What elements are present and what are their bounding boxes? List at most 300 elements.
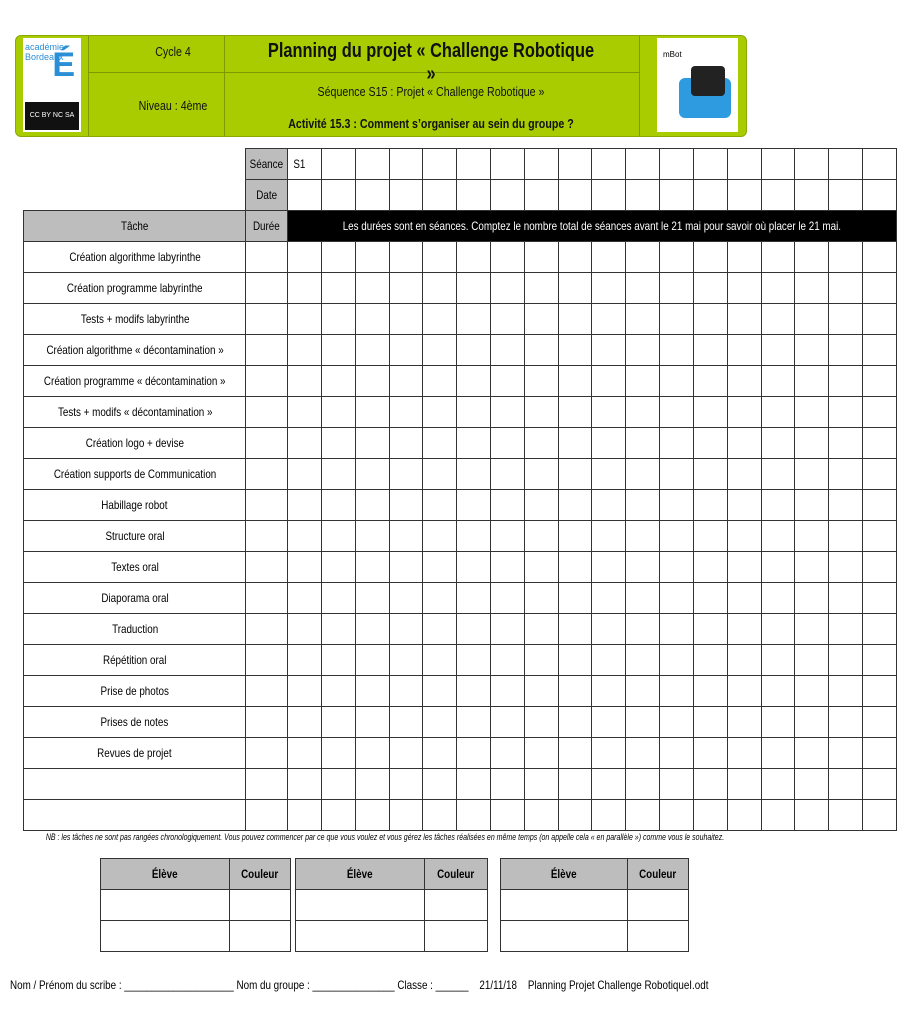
task-cell[interactable]: [524, 552, 558, 583]
task-cell[interactable]: [558, 645, 592, 676]
task-cell[interactable]: [491, 583, 525, 614]
seance-cell[interactable]: [558, 149, 592, 180]
task-cell[interactable]: [423, 800, 457, 831]
task-cell[interactable]: [491, 428, 525, 459]
task-cell[interactable]: [727, 490, 761, 521]
task-cell[interactable]: [457, 397, 491, 428]
task-cell[interactable]: [660, 769, 694, 800]
task-cell[interactable]: [829, 645, 863, 676]
task-cell[interactable]: [862, 800, 896, 831]
task-cell[interactable]: [592, 459, 626, 490]
task-cell[interactable]: [626, 676, 660, 707]
task-cell[interactable]: [761, 366, 795, 397]
task-cell[interactable]: [321, 366, 355, 397]
task-cell[interactable]: [389, 335, 423, 366]
task-duration[interactable]: [246, 366, 288, 397]
task-cell[interactable]: [660, 490, 694, 521]
task-cell[interactable]: [423, 552, 457, 583]
task-cell[interactable]: [660, 676, 694, 707]
task-cell[interactable]: [660, 614, 694, 645]
task-cell[interactable]: [389, 366, 423, 397]
seance-cell[interactable]: [389, 149, 423, 180]
task-cell[interactable]: [321, 738, 355, 769]
student-color-cell[interactable]: [230, 890, 291, 921]
task-cell[interactable]: [457, 490, 491, 521]
task-cell[interactable]: [558, 304, 592, 335]
task-cell[interactable]: [727, 521, 761, 552]
task-cell[interactable]: [355, 614, 389, 645]
task-cell[interactable]: [829, 707, 863, 738]
task-cell[interactable]: [727, 242, 761, 273]
task-cell[interactable]: [693, 397, 727, 428]
task-cell[interactable]: [829, 769, 863, 800]
task-cell[interactable]: [457, 273, 491, 304]
task-cell[interactable]: [355, 428, 389, 459]
task-cell[interactable]: [660, 521, 694, 552]
date-cell[interactable]: [524, 180, 558, 211]
task-cell[interactable]: [288, 428, 322, 459]
task-cell[interactable]: [795, 521, 829, 552]
task-cell[interactable]: [592, 304, 626, 335]
task-cell[interactable]: [829, 490, 863, 521]
task-cell[interactable]: [660, 738, 694, 769]
student-color-cell[interactable]: [425, 890, 488, 921]
task-cell[interactable]: [727, 645, 761, 676]
task-cell[interactable]: [693, 552, 727, 583]
task-cell[interactable]: [524, 273, 558, 304]
task-cell[interactable]: [795, 335, 829, 366]
task-cell[interactable]: [693, 304, 727, 335]
task-cell[interactable]: [761, 552, 795, 583]
task-cell[interactable]: [592, 366, 626, 397]
task-cell[interactable]: [355, 552, 389, 583]
task-cell[interactable]: [491, 645, 525, 676]
task-cell[interactable]: [795, 769, 829, 800]
task-cell[interactable]: [761, 521, 795, 552]
task-cell[interactable]: [727, 707, 761, 738]
task-cell[interactable]: [761, 273, 795, 304]
task-cell[interactable]: [660, 304, 694, 335]
task-cell[interactable]: [761, 738, 795, 769]
task-cell[interactable]: [862, 273, 896, 304]
task-cell[interactable]: [491, 769, 525, 800]
task-cell[interactable]: [288, 583, 322, 614]
task-cell[interactable]: [693, 366, 727, 397]
task-cell[interactable]: [592, 242, 626, 273]
student-color-cell[interactable]: [230, 921, 291, 952]
task-cell[interactable]: [761, 614, 795, 645]
task-cell[interactable]: [321, 273, 355, 304]
task-cell[interactable]: [457, 583, 491, 614]
task-cell[interactable]: [457, 800, 491, 831]
task-cell[interactable]: [693, 490, 727, 521]
task-cell[interactable]: [288, 490, 322, 521]
task-cell[interactable]: [626, 304, 660, 335]
task-cell[interactable]: [829, 428, 863, 459]
task-cell[interactable]: [727, 800, 761, 831]
task-cell[interactable]: [626, 490, 660, 521]
task-cell[interactable]: [389, 459, 423, 490]
task-cell[interactable]: [558, 273, 592, 304]
task-cell[interactable]: [626, 769, 660, 800]
task-cell[interactable]: [761, 676, 795, 707]
task-cell[interactable]: [862, 707, 896, 738]
date-cell[interactable]: [626, 180, 660, 211]
date-cell[interactable]: [321, 180, 355, 211]
seance-cell[interactable]: [524, 149, 558, 180]
task-cell[interactable]: [288, 397, 322, 428]
task-cell[interactable]: [423, 335, 457, 366]
seance-cell[interactable]: [355, 149, 389, 180]
task-cell[interactable]: [795, 707, 829, 738]
task-cell[interactable]: [389, 769, 423, 800]
date-cell[interactable]: [761, 180, 795, 211]
task-cell[interactable]: [727, 676, 761, 707]
seance-cell[interactable]: [626, 149, 660, 180]
task-cell[interactable]: [423, 645, 457, 676]
task-cell[interactable]: [795, 490, 829, 521]
task-cell[interactable]: [321, 428, 355, 459]
seance-cell[interactable]: [693, 149, 727, 180]
task-cell[interactable]: [660, 335, 694, 366]
task-cell[interactable]: [288, 242, 322, 273]
task-cell[interactable]: [829, 273, 863, 304]
task-cell[interactable]: [829, 242, 863, 273]
task-cell[interactable]: [795, 304, 829, 335]
seance-cell[interactable]: [592, 149, 626, 180]
date-cell[interactable]: [491, 180, 525, 211]
task-cell[interactable]: [626, 242, 660, 273]
task-cell[interactable]: [389, 552, 423, 583]
task-cell[interactable]: [626, 800, 660, 831]
task-cell[interactable]: [491, 552, 525, 583]
task-cell[interactable]: [288, 707, 322, 738]
task-cell[interactable]: [389, 645, 423, 676]
task-cell[interactable]: [626, 335, 660, 366]
task-cell[interactable]: [592, 769, 626, 800]
task-cell[interactable]: [626, 645, 660, 676]
task-cell[interactable]: [862, 583, 896, 614]
task-duration[interactable]: [246, 490, 288, 521]
task-cell[interactable]: [491, 273, 525, 304]
task-cell[interactable]: [761, 707, 795, 738]
task-cell[interactable]: [829, 397, 863, 428]
task-cell[interactable]: [727, 304, 761, 335]
task-cell[interactable]: [727, 428, 761, 459]
task-cell[interactable]: [355, 490, 389, 521]
task-cell[interactable]: [457, 769, 491, 800]
task-cell[interactable]: [558, 397, 592, 428]
task-cell[interactable]: [321, 490, 355, 521]
task-cell[interactable]: [491, 304, 525, 335]
task-cell[interactable]: [491, 614, 525, 645]
task-cell[interactable]: [626, 428, 660, 459]
task-cell[interactable]: [795, 738, 829, 769]
date-cell[interactable]: [355, 180, 389, 211]
task-cell[interactable]: [795, 242, 829, 273]
task-cell[interactable]: [355, 459, 389, 490]
task-cell[interactable]: [491, 738, 525, 769]
task-cell[interactable]: [558, 707, 592, 738]
task-cell[interactable]: [288, 335, 322, 366]
task-cell[interactable]: [660, 242, 694, 273]
seance-cell[interactable]: [321, 149, 355, 180]
task-cell[interactable]: [862, 304, 896, 335]
date-cell[interactable]: [660, 180, 694, 211]
task-cell[interactable]: [693, 800, 727, 831]
task-cell[interactable]: [524, 583, 558, 614]
task-cell[interactable]: [491, 459, 525, 490]
task-cell[interactable]: [592, 738, 626, 769]
task-cell[interactable]: [660, 366, 694, 397]
student-name-cell[interactable]: [101, 921, 230, 952]
task-cell[interactable]: [761, 335, 795, 366]
task-cell[interactable]: [423, 614, 457, 645]
scribe-field[interactable]: Nom / Prénom du scribe : ____________________: [10, 978, 234, 992]
task-cell[interactable]: [389, 614, 423, 645]
task-cell[interactable]: [795, 428, 829, 459]
task-cell[interactable]: [524, 242, 558, 273]
task-cell[interactable]: [829, 583, 863, 614]
seance-cell[interactable]: [457, 149, 491, 180]
task-cell[interactable]: [423, 304, 457, 335]
task-cell[interactable]: [558, 552, 592, 583]
task-cell[interactable]: [491, 366, 525, 397]
task-cell[interactable]: [558, 521, 592, 552]
task-cell[interactable]: [693, 242, 727, 273]
task-cell[interactable]: [389, 707, 423, 738]
task-cell[interactable]: [660, 397, 694, 428]
task-cell[interactable]: [862, 676, 896, 707]
task-cell[interactable]: [355, 397, 389, 428]
task-cell[interactable]: [795, 459, 829, 490]
task-cell[interactable]: [761, 397, 795, 428]
task-cell[interactable]: [423, 707, 457, 738]
seance-cell[interactable]: [862, 149, 896, 180]
task-cell[interactable]: [626, 552, 660, 583]
task-cell[interactable]: [423, 521, 457, 552]
task-cell[interactable]: [592, 645, 626, 676]
seance-cell[interactable]: [795, 149, 829, 180]
task-cell[interactable]: [524, 707, 558, 738]
task-cell[interactable]: [795, 273, 829, 304]
task-cell[interactable]: [288, 552, 322, 583]
date-cell[interactable]: [423, 180, 457, 211]
task-cell[interactable]: [423, 428, 457, 459]
task-cell[interactable]: [355, 242, 389, 273]
task-cell[interactable]: [727, 273, 761, 304]
task-cell[interactable]: [693, 521, 727, 552]
task-cell[interactable]: [862, 490, 896, 521]
task-duration[interactable]: [246, 676, 288, 707]
task-cell[interactable]: [626, 583, 660, 614]
task-cell[interactable]: [795, 552, 829, 583]
task-cell[interactable]: [288, 614, 322, 645]
task-cell[interactable]: [693, 335, 727, 366]
date-cell[interactable]: [795, 180, 829, 211]
task-cell[interactable]: [321, 304, 355, 335]
task-cell[interactable]: [660, 645, 694, 676]
task-cell[interactable]: [288, 800, 322, 831]
task-cell[interactable]: [355, 800, 389, 831]
task-cell[interactable]: [558, 490, 592, 521]
task-cell[interactable]: [389, 738, 423, 769]
task-cell[interactable]: [761, 800, 795, 831]
task-cell[interactable]: [524, 769, 558, 800]
task-cell[interactable]: [558, 800, 592, 831]
task-cell[interactable]: [693, 707, 727, 738]
task-cell[interactable]: [727, 614, 761, 645]
task-cell[interactable]: [389, 273, 423, 304]
task-cell[interactable]: [524, 521, 558, 552]
task-duration[interactable]: [246, 769, 288, 800]
task-cell[interactable]: [457, 676, 491, 707]
task-cell[interactable]: [355, 304, 389, 335]
task-cell[interactable]: [491, 335, 525, 366]
student-name-cell[interactable]: [296, 890, 425, 921]
task-cell[interactable]: [524, 304, 558, 335]
task-cell[interactable]: [457, 614, 491, 645]
task-cell[interactable]: [592, 521, 626, 552]
task-cell[interactable]: [423, 769, 457, 800]
task-duration[interactable]: [246, 459, 288, 490]
task-cell[interactable]: [491, 707, 525, 738]
date-cell[interactable]: [862, 180, 896, 211]
task-cell[interactable]: [288, 645, 322, 676]
task-cell[interactable]: [862, 738, 896, 769]
task-cell[interactable]: [592, 552, 626, 583]
seance-cell[interactable]: [288, 149, 322, 180]
task-cell[interactable]: [592, 397, 626, 428]
date-cell[interactable]: [693, 180, 727, 211]
task-cell[interactable]: [862, 645, 896, 676]
task-cell[interactable]: [558, 242, 592, 273]
task-cell[interactable]: [288, 273, 322, 304]
task-cell[interactable]: [558, 738, 592, 769]
task-cell[interactable]: [693, 583, 727, 614]
task-cell[interactable]: [457, 428, 491, 459]
task-cell[interactable]: [693, 273, 727, 304]
task-cell[interactable]: [693, 645, 727, 676]
task-cell[interactable]: [761, 490, 795, 521]
task-duration[interactable]: [246, 645, 288, 676]
student-color-cell[interactable]: [628, 890, 689, 921]
task-cell[interactable]: [862, 335, 896, 366]
task-cell[interactable]: [626, 397, 660, 428]
task-cell[interactable]: [727, 366, 761, 397]
task-cell[interactable]: [524, 397, 558, 428]
task-cell[interactable]: [626, 707, 660, 738]
date-cell[interactable]: [389, 180, 423, 211]
task-duration[interactable]: [246, 273, 288, 304]
task-cell[interactable]: [491, 490, 525, 521]
task-cell[interactable]: [829, 459, 863, 490]
student-name-cell[interactable]: [296, 921, 425, 952]
task-cell[interactable]: [457, 552, 491, 583]
task-cell[interactable]: [795, 583, 829, 614]
seance-cell[interactable]: [829, 149, 863, 180]
task-cell[interactable]: [355, 335, 389, 366]
date-cell[interactable]: [727, 180, 761, 211]
task-cell[interactable]: [592, 490, 626, 521]
task-cell[interactable]: [288, 769, 322, 800]
student-name-cell[interactable]: [501, 890, 628, 921]
task-cell[interactable]: [288, 459, 322, 490]
task-cell[interactable]: [355, 738, 389, 769]
task-cell[interactable]: [592, 707, 626, 738]
seance-cell[interactable]: [761, 149, 795, 180]
task-cell[interactable]: [288, 366, 322, 397]
task-cell[interactable]: [524, 738, 558, 769]
task-cell[interactable]: [558, 366, 592, 397]
task-cell[interactable]: [524, 645, 558, 676]
task-cell[interactable]: [423, 490, 457, 521]
task-cell[interactable]: [321, 800, 355, 831]
task-cell[interactable]: [524, 366, 558, 397]
task-cell[interactable]: [829, 521, 863, 552]
task-cell[interactable]: [592, 428, 626, 459]
task-cell[interactable]: [524, 459, 558, 490]
student-color-cell[interactable]: [425, 921, 488, 952]
task-cell[interactable]: [727, 552, 761, 583]
task-duration[interactable]: [246, 738, 288, 769]
task-cell[interactable]: [355, 583, 389, 614]
task-cell[interactable]: [829, 304, 863, 335]
task-cell[interactable]: [761, 304, 795, 335]
seance-cell[interactable]: [660, 149, 694, 180]
task-cell[interactable]: [524, 800, 558, 831]
task-cell[interactable]: [355, 273, 389, 304]
task-cell[interactable]: [321, 242, 355, 273]
student-color-cell[interactable]: [628, 921, 689, 952]
task-cell[interactable]: [761, 645, 795, 676]
task-cell[interactable]: [389, 583, 423, 614]
task-duration[interactable]: [246, 242, 288, 273]
task-cell[interactable]: [761, 459, 795, 490]
task-cell[interactable]: [321, 707, 355, 738]
class-field[interactable]: Classe : ______: [397, 978, 469, 992]
task-cell[interactable]: [355, 676, 389, 707]
task-cell[interactable]: [457, 707, 491, 738]
task-cell[interactable]: [321, 583, 355, 614]
task-cell[interactable]: [321, 521, 355, 552]
group-field[interactable]: Nom du groupe : _______________: [236, 978, 395, 992]
task-cell[interactable]: [355, 769, 389, 800]
task-cell[interactable]: [727, 738, 761, 769]
task-cell[interactable]: [727, 397, 761, 428]
task-cell[interactable]: [862, 366, 896, 397]
task-cell[interactable]: [829, 676, 863, 707]
task-cell[interactable]: [389, 242, 423, 273]
task-cell[interactable]: [355, 521, 389, 552]
task-cell[interactable]: [558, 583, 592, 614]
task-cell[interactable]: [491, 521, 525, 552]
task-cell[interactable]: [761, 769, 795, 800]
student-name-cell[interactable]: [101, 890, 230, 921]
task-cell[interactable]: [423, 242, 457, 273]
task-cell[interactable]: [389, 397, 423, 428]
task-cell[interactable]: [288, 738, 322, 769]
task-cell[interactable]: [626, 459, 660, 490]
task-cell[interactable]: [321, 552, 355, 583]
task-cell[interactable]: [457, 645, 491, 676]
task-cell[interactable]: [862, 459, 896, 490]
task-cell[interactable]: [795, 614, 829, 645]
task-cell[interactable]: [389, 676, 423, 707]
task-cell[interactable]: [693, 428, 727, 459]
task-cell[interactable]: [288, 676, 322, 707]
task-cell[interactable]: [660, 707, 694, 738]
